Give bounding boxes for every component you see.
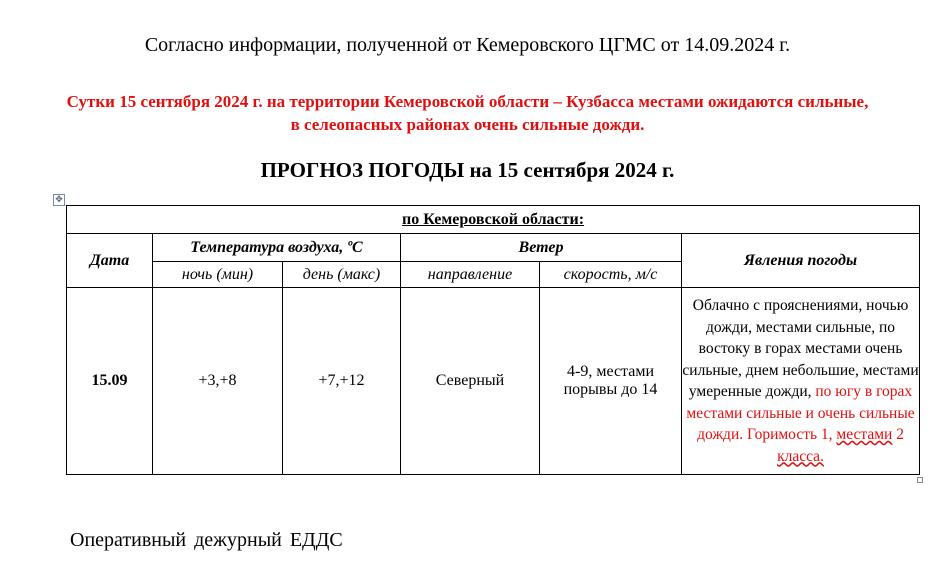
table-row — [67, 288, 920, 475]
phenomena-main-text: Облачно с прояснениями, ночью дожди, местами сильные, по востоку в горах местами очень сильные, днем небольшие, местами умеренные дожди, — [682, 297, 919, 400]
night-subheader: ночь (мин) — [153, 262, 283, 288]
forecast-table — [66, 205, 920, 475]
night-temp-cell: +3,+8 — [153, 288, 283, 475]
phenomena-cell — [682, 288, 920, 475]
fire-danger-class: 2 — [896, 426, 904, 443]
temperature-header: Температура воздуха, ºС — [153, 234, 401, 262]
region-header: по Кемеровской области: — [67, 206, 920, 234]
date-header: Дата — [67, 234, 153, 288]
date-cell: 15.09 — [67, 288, 153, 475]
day-temp-cell: +7,+12 — [283, 288, 401, 475]
forecast-heading: ПРОГНОЗ ПОГОДЫ на 15 сентября 2024 г. — [260, 158, 675, 182]
phenomena-red-text: по югу в горах местами сильные и очень сильные дожди. — [686, 383, 915, 443]
warning-text: Сутки 15 сентября 2024 г. на территории Кемеровской области – Кузбасса местами ожидаются сильные, в селеопасных районах очень сильные дожди. — [66, 92, 869, 134]
signature-text: Оперативный дежурный ЕДДС — [70, 529, 343, 551]
wind-speed-cell: 4-9, местами порывы до 14 — [540, 288, 682, 475]
day-subheader: день (макс) — [283, 262, 401, 288]
fire-danger-prefix: Горимость 1, — [746, 426, 833, 443]
wind-header: Ветер — [401, 234, 682, 262]
speed-subheader: скорость, м/с — [540, 262, 682, 288]
move-anchor-icon[interactable]: ✥ — [53, 194, 65, 206]
direction-subheader: направление — [401, 262, 540, 288]
wind-direction-cell: Северный — [401, 288, 540, 475]
intro-text: Согласно информации, полученной от Кемеровского ЦГМС от 14.09.2024 г. — [144, 34, 791, 56]
table-resize-handle[interactable] — [917, 477, 923, 483]
phenomena-header: Явления погоды — [682, 234, 920, 288]
fire-danger-wavy: местами — [836, 426, 893, 443]
fire-danger-suffix: класса. — [777, 447, 824, 465]
